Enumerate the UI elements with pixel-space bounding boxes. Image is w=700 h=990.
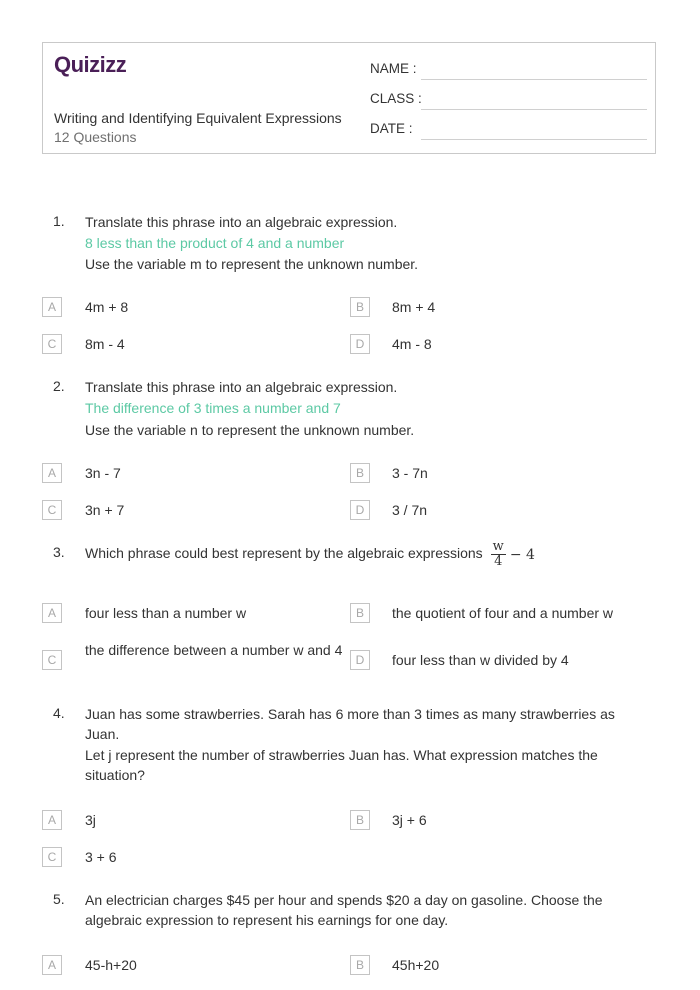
- option-a-text: 45-h+20: [85, 957, 137, 973]
- option-a-text: 3n - 7: [85, 465, 121, 481]
- option-b-box[interactable]: B: [350, 297, 370, 317]
- question-number: 2.: [53, 378, 65, 394]
- quizizz-logo: Quizizz: [54, 52, 127, 77]
- option-c-text: 3n + 7: [85, 502, 125, 518]
- question-text-span: Which phrase could best represent by the algebraic expressions: [85, 545, 483, 562]
- fraction-numerator: w: [492, 539, 504, 554]
- option-d-box[interactable]: D: [350, 650, 370, 670]
- option-c-text: the difference between a number w and 4: [85, 642, 343, 658]
- option-c-box[interactable]: C: [42, 334, 62, 354]
- option-c-text: 8m - 4: [85, 336, 125, 352]
- option-c-box[interactable]: C: [42, 500, 62, 520]
- option-d-text: 4m - 8: [392, 336, 432, 352]
- option-b-box[interactable]: B: [350, 955, 370, 975]
- name-field[interactable]: [421, 79, 647, 80]
- date-field[interactable]: [421, 139, 647, 140]
- question-number: 1.: [53, 213, 65, 229]
- class-label: CLASS :: [370, 91, 422, 106]
- option-b-box[interactable]: B: [350, 603, 370, 623]
- question-text: Juan has some strawberries. Sarah has 6 more than 3 times as many strawberries as Juan.: [85, 706, 615, 742]
- option-b-text: 8m + 4: [392, 299, 436, 315]
- question-text: Use the variable m to represent the unknown number.: [85, 256, 419, 272]
- worksheet-title: Writing and Identifying Equivalent Expressions: [54, 110, 342, 126]
- option-d-box[interactable]: D: [350, 334, 370, 354]
- question-phrase: The difference of 3 times a number and 7: [85, 400, 341, 416]
- fraction-expression: [491, 540, 506, 569]
- option-b-text: 3j + 6: [392, 812, 427, 828]
- question-text: Use the variable n to represent the unknown number.: [85, 422, 415, 438]
- question-number: 3.: [53, 544, 65, 560]
- option-d-text: four less than w divided by 4: [392, 652, 569, 668]
- name-label: NAME :: [370, 61, 417, 76]
- question-text: An electrician charges $45 per hour and spends $20 a day on gasoline. Choose the algebraic expression to represent his earnings for one day.: [85, 892, 603, 928]
- option-a-box[interactable]: A: [42, 955, 62, 975]
- option-a-text: 4m + 8: [85, 299, 129, 315]
- worksheet-header: [42, 42, 656, 154]
- option-c-box[interactable]: C: [42, 847, 62, 867]
- option-a-box[interactable]: A: [42, 810, 62, 830]
- question-text: Let j represent the number of strawberries Juan has. What expression matches the situation?: [85, 747, 598, 783]
- option-b-text: 45h+20: [392, 957, 440, 973]
- question-number: 4.: [53, 705, 65, 721]
- option-d-box[interactable]: D: [350, 500, 370, 520]
- class-field[interactable]: [421, 109, 647, 110]
- option-c-box[interactable]: C: [42, 650, 62, 670]
- option-a-text: four less than a number w: [85, 605, 247, 621]
- option-b-text: the quotient of four and a number w: [392, 605, 614, 621]
- option-d-text: 3 / 7n: [392, 502, 428, 518]
- option-b-box[interactable]: B: [350, 810, 370, 830]
- option-a-box[interactable]: A: [42, 603, 62, 623]
- date-label: DATE :: [370, 121, 413, 136]
- question-phrase: 8 less than the product of 4 and a number: [85, 235, 345, 251]
- option-a-text: 3j: [85, 812, 96, 828]
- expression-tail: − 4: [509, 546, 535, 563]
- question-number: 5.: [53, 891, 65, 907]
- question-text: Translate this phrase into an algebraic expression.: [85, 214, 398, 230]
- option-c-text: 3 + 6: [85, 849, 117, 865]
- option-b-text: 3 - 7n: [392, 465, 428, 481]
- option-b-box[interactable]: B: [350, 463, 370, 483]
- question-text: Translate this phrase into an algebraic expression.: [85, 379, 398, 395]
- question-text: [85, 540, 535, 569]
- option-a-box[interactable]: A: [42, 463, 62, 483]
- fraction-denominator: 4: [494, 554, 503, 569]
- option-a-box[interactable]: A: [42, 297, 62, 317]
- question-count: 12 Questions: [54, 129, 137, 145]
